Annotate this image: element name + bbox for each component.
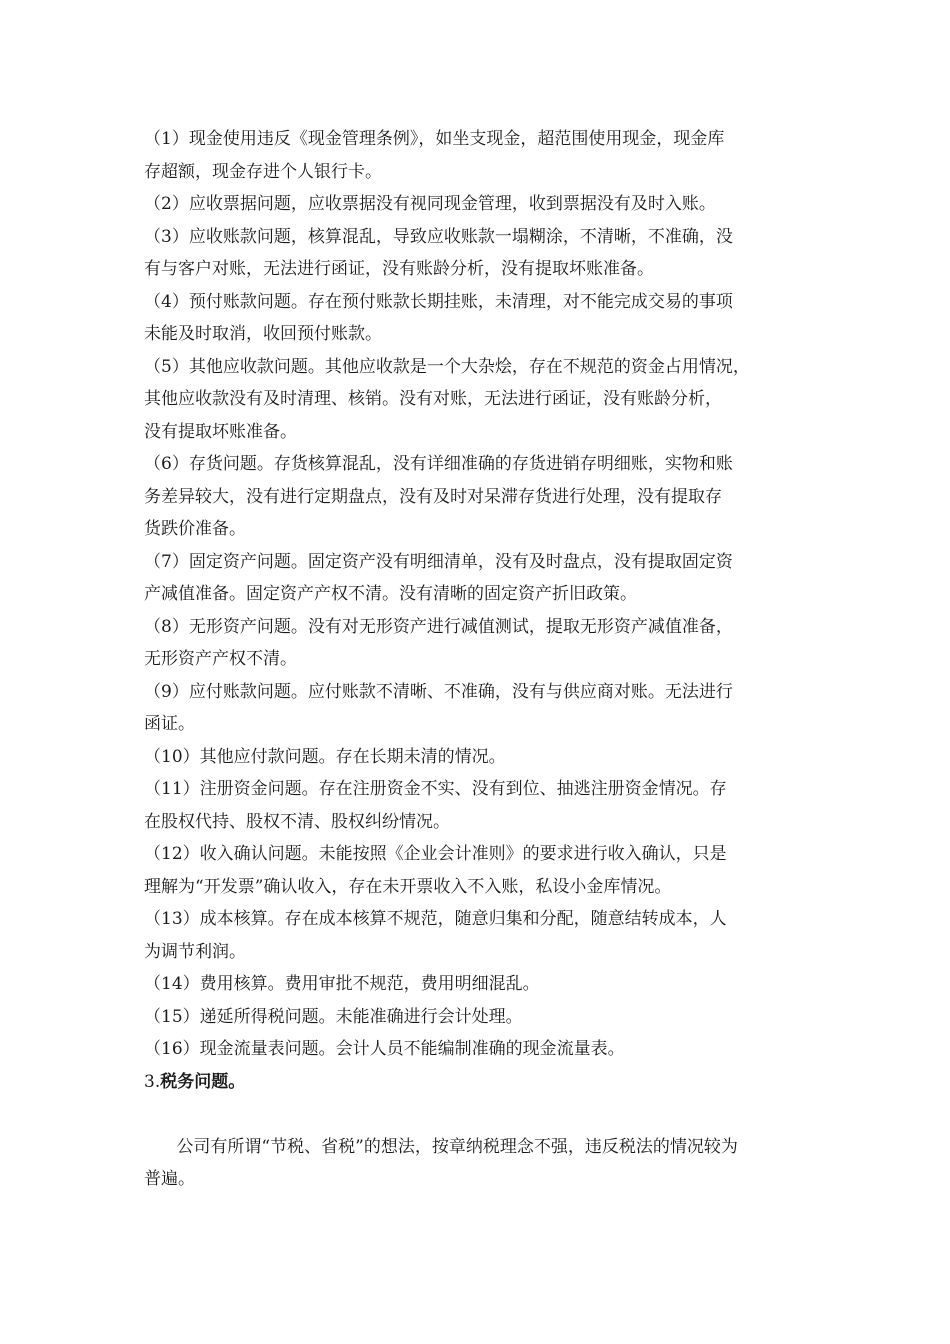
- issue-line: 存超额，现金存进个人银行卡。: [144, 161, 382, 182]
- issue-line: （5）其他应收款问题。其他应收款是一个大杂烩，存在不规范的资金占用情况，: [144, 356, 750, 377]
- issue-line: （16）现金流量表问题。会计人员不能编制准确的现金流量表。: [144, 1039, 625, 1059]
- section-heading: [144, 1066, 824, 1099]
- issue-line: （7）固定资产问题。固定资产没有明细清单，没有及时盘点，没有提取固定资: [144, 551, 733, 572]
- issue-line: （12）收入确认问题。未能按照《企业会计准则》的要求进行收入确认，只是: [144, 844, 727, 864]
- issue-item: [144, 221, 824, 286]
- issue-line: 货跌价准备。: [144, 519, 246, 539]
- issue-line: （10）其他应付款问题。存在长期未清的情况。: [144, 746, 506, 767]
- issue-line: 其他应收款没有及时清理、核销。没有对账，无法进行函证，没有账龄分析，: [144, 389, 722, 409]
- issue-item: [144, 1033, 824, 1066]
- issue-line: （13）成本核算。存在成本核算不规范，随意归集和分配，随意结转成本，人: [144, 909, 727, 929]
- issue-line: 没有提取坏账准备。: [144, 421, 297, 442]
- issue-item: [144, 741, 824, 774]
- issue-line: 理解为“开发票”确认收入，存在未开票收入不入账，私设小金库情况。: [144, 876, 672, 897]
- issue-item: [144, 188, 824, 221]
- issue-line: 在股权代持、股权不清、股权纠纷情况。: [144, 811, 450, 832]
- issue-item: [144, 448, 824, 546]
- issue-item: [144, 611, 824, 676]
- issue-item: [144, 546, 824, 611]
- issue-line: （9）应付账款问题。应付账款不清晰、不准确，没有与供应商对账。无法进行: [144, 681, 733, 702]
- issue-line: （14）费用核算。费用审批不规范，费用明细混乱。: [144, 974, 540, 994]
- issue-line: （2）应收票据问题，应收票据没有视同现金管理，收到票据没有及时入账。: [144, 194, 716, 214]
- issue-item: [144, 773, 824, 838]
- issue-line: （15）递延所得税问题。未能准确进行会计处理。: [144, 1006, 523, 1027]
- document-body: [144, 123, 824, 1228]
- issue-item: [144, 968, 824, 1001]
- issue-line: 函证。: [144, 714, 195, 734]
- issue-line: （11）注册资金问题。存在注册资金不实、没有到位、抽逃注册资金情况。存: [144, 779, 727, 799]
- section-number: 3.: [144, 1071, 161, 1092]
- issue-line: 有与客户对账，无法进行函证，没有账龄分析，没有提取坏账准备。: [144, 259, 654, 279]
- issue-item: [144, 286, 824, 351]
- issue-line: 务差异较大，没有进行定期盘点，没有及时对呆滞存货进行处理，没有提取存: [144, 486, 722, 507]
- issue-line: （8）无形资产问题。没有对无形资产进行减值测试，提取无形资产减值准备，: [144, 616, 733, 637]
- issue-item: [144, 676, 824, 741]
- issue-line: （6）存货问题。存货核算混乱，没有详细准确的存货进销存明细账，实物和账: [144, 454, 733, 474]
- issue-line: （1）现金使用违反《现金管理条例》，如坐支现金，超范围使用现金，现金库: [144, 129, 725, 149]
- issue-item: [144, 903, 824, 968]
- issue-item: [144, 838, 824, 903]
- issue-item: [144, 123, 824, 188]
- closing-paragraph: [144, 1098, 824, 1228]
- closing-line: 公司有所谓“节税、省税”的想法，按章纳税理念不强，违反税法的情况较为: [176, 1136, 738, 1157]
- issue-item: [144, 351, 824, 449]
- issue-line: （4）预付账款问题。存在预付账款长期挂账，未清理，对不能完成交易的事项: [144, 291, 733, 312]
- issue-list: [144, 123, 824, 1066]
- issue-line: 未能及时取消，收回预付账款。: [144, 324, 382, 344]
- issue-line: （3）应收账款问题，核算混乱，导致应收账款一塌糊涂，不清晰，不准确，没: [144, 226, 733, 247]
- closing-line: 普遍。: [144, 1169, 195, 1189]
- section-title: 税务问题。: [160, 1071, 246, 1092]
- issue-line: 为调节利润。: [144, 941, 246, 962]
- issue-line: 无形资产产权不清。: [144, 649, 297, 669]
- issue-item: [144, 1001, 824, 1034]
- issue-line: 产减值准备。固定资产产权不清。没有清晰的固定资产折旧政策。: [144, 584, 637, 604]
